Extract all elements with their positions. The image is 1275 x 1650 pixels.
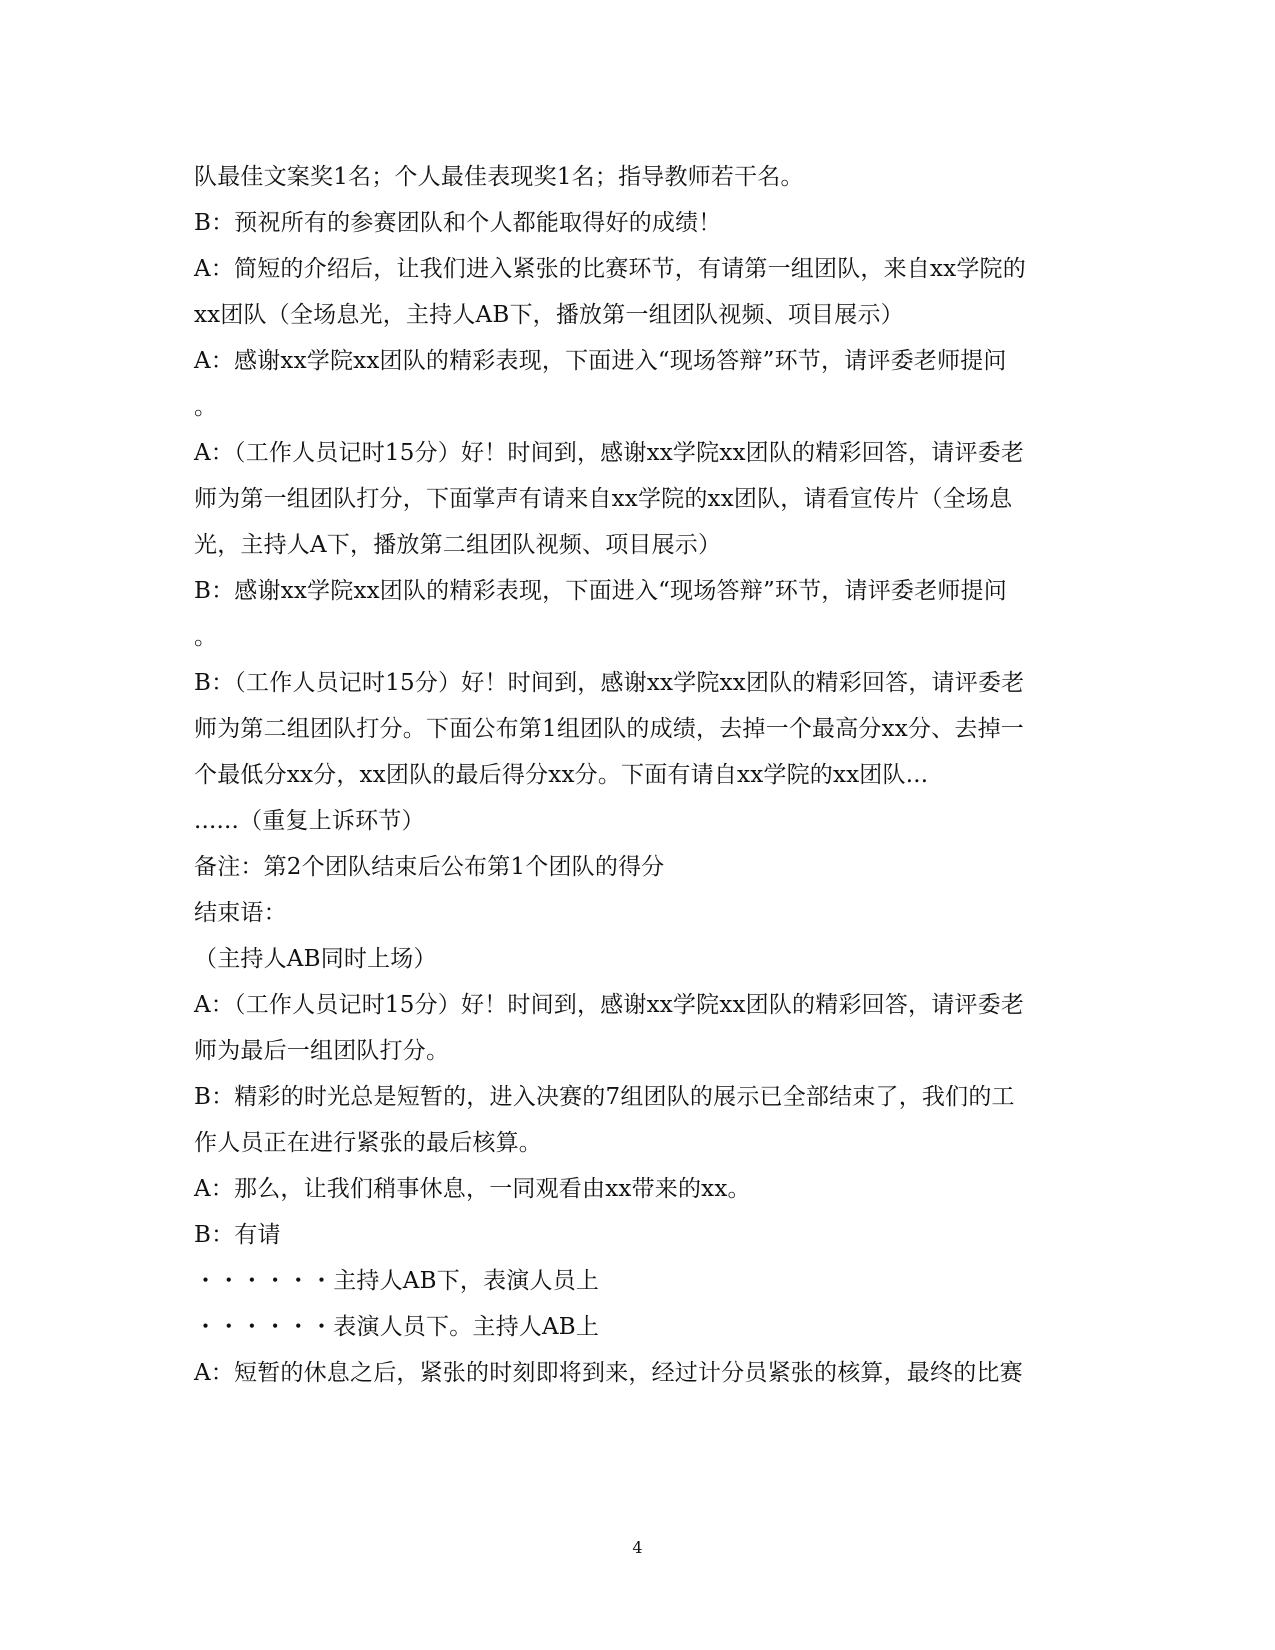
text-line: A：那么，让我们稍事休息，一同观看由xx带来的xx。 [194,1176,751,1202]
text-line: A：（工作人员记时15分）好！时间到，感谢xx学院xx团队的精彩回答，请评委老 [194,440,1025,466]
text-line: 作人员正在进行紧张的最后核算。 [194,1130,542,1156]
text-line: （主持人AB同时上场） [194,946,437,972]
text-line: 师为最后一组团队打分。 [194,1038,450,1064]
text-line: 。 [194,394,218,420]
text-line: 师为第一组团队打分，下面掌声有请来自xx学院的xx团队，请看宣传片（全场息 [194,486,1013,512]
text-line: B：预祝所有的参赛团队和个人都能取得好的成绩！ [194,210,722,236]
text-line: ・・・・・・表演人员下。主持人AB上 [194,1314,600,1340]
page-number: 4 [632,1538,643,1557]
text-line: 光，主持人A下，播放第二组团队视频、项目展示） [194,532,722,558]
text-line: 结束语： [194,900,287,926]
text-line: 。 [194,624,218,650]
text-line: 队最佳文案奖1名；个人最佳表现奖1名；指导教师若干名。 [194,164,804,190]
text-line: ......（重复上诉环节） [194,808,425,834]
text-line: B：（工作人员记时15分）好！时间到，感谢xx学院xx团队的精彩回答，请评委老 [194,670,1025,696]
text-line: A：感谢xx学院xx团队的精彩表现，下面进入“现场答辩”环节，请评委老师提问 [194,348,1007,374]
text-line: A：短暂的休息之后，紧张的时刻即将到来，经过计分员紧张的核算，最终的比赛 [194,1360,1023,1386]
text-line: 个最低分xx分，xx团队的最后得分xx分。下面有请自xx学院的xx团队... [194,762,929,788]
text-line: B：感谢xx学院xx团队的精彩表现，下面进入“现场答辩”环节，请评委老师提问 [194,578,1007,604]
text-line: 师为第二组团队打分。下面公布第1组团队的成绩，去掉一个最高分xx分、去掉一 [194,716,1024,742]
text-line: 备注：第2个团队结束后公布第1个团队的得分 [194,854,665,880]
text-line: B：有请 [194,1222,281,1248]
text-line: ・・・・・・主持人AB下，表演人员上 [194,1268,600,1294]
text-line: A：简短的介绍后，让我们进入紧张的比赛环节，有请第一组团队，来自xx学院的 [194,256,1026,282]
text-line: B：精彩的时光总是短暂的，进入决赛的7组团队的展示已全部结束了，我们的工 [194,1084,1015,1110]
text-line: xx团队（全场息光，主持人AB下，播放第一组团队视频、项目展示） [194,302,904,328]
text-line: A：（工作人员记时15分）好！时间到，感谢xx学院xx团队的精彩回答，请评委老 [194,992,1025,1018]
